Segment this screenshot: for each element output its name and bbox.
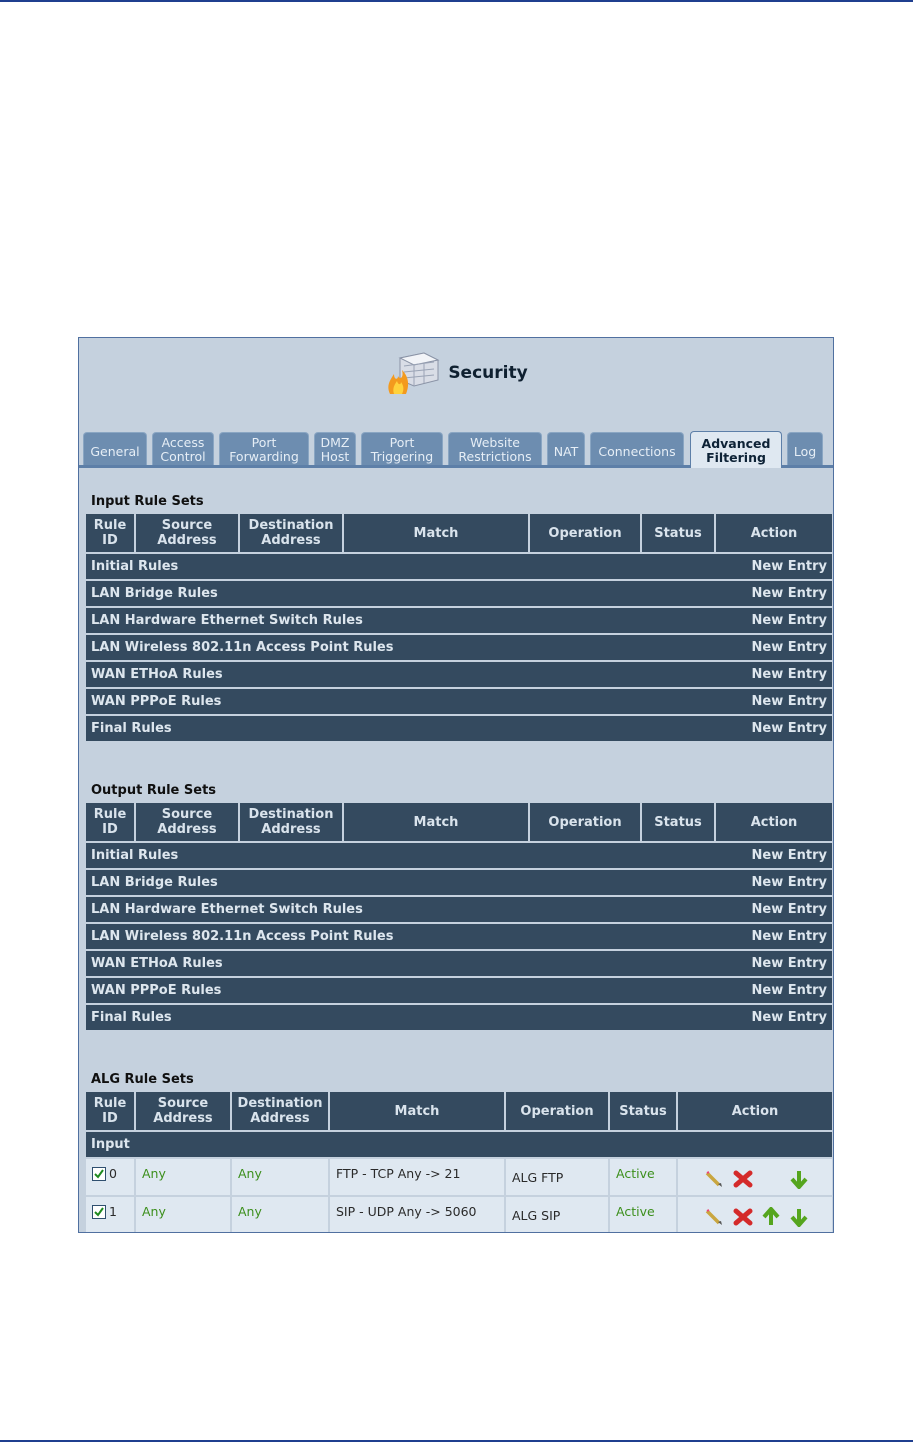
rule-id-cell [86,1197,136,1233]
new-entry-link[interactable]: New Entry [751,640,827,655]
bottom-rule-line [0,1440,913,1442]
checkmark-icon [93,1168,105,1180]
tab-nat[interactable] [547,432,585,465]
tab-bar [79,431,833,468]
table-row [86,1197,832,1233]
delete-icon[interactable] [732,1169,754,1189]
output-rule-sets-table [86,803,832,1032]
tab-label: Host [320,449,350,464]
rule-id: 1 [109,1204,117,1219]
col-rule-id: Rule ID [86,803,136,843]
new-entry-link[interactable]: New Entry [751,586,827,601]
new-entry-link[interactable]: New Entry [751,721,827,736]
col-destination-address: Destination Address [240,514,344,554]
operation-cell: ALG SIP [506,1197,610,1233]
tab-advanced-filtering[interactable] [690,431,782,468]
tab-label: Filtering [706,450,766,465]
col-match: Match [330,1092,506,1132]
move-down-icon[interactable] [788,1169,810,1189]
col-operation: Operation [530,514,642,554]
table-header-row [86,514,832,554]
rule-group-name: WAN ETHoA Rules [91,667,223,682]
input-rule-sets-table [86,514,832,743]
destination-cell: Any [232,1197,330,1233]
source-cell: Any [136,1159,232,1197]
move-up-icon[interactable] [760,1207,782,1227]
tab-label: Control [160,449,206,464]
tab-label: General [90,444,140,459]
page-title: Security [448,363,528,383]
input-rule-sets-title: Input Rule Sets [91,494,204,509]
firewall-icon [384,350,442,396]
status-cell: Active [610,1159,678,1197]
col-action: Action [678,1092,832,1132]
tab-label: Access [161,435,205,450]
col-action: Action [716,803,832,843]
new-entry-link[interactable]: New Entry [751,902,827,917]
new-entry-link[interactable]: New Entry [751,559,827,574]
edit-icon[interactable] [704,1207,726,1227]
col-match: Match [344,803,530,843]
tab-port-triggering[interactable] [361,432,443,465]
enable-checkbox[interactable] [92,1205,106,1219]
rule-group-row [86,554,832,581]
edit-icon[interactable] [704,1169,726,1189]
rule-group-name: WAN ETHoA Rules [91,956,223,971]
rule-group-name: LAN Bridge Rules [91,875,218,890]
new-entry-link[interactable]: New Entry [751,848,827,863]
status-cell: Active [610,1197,678,1233]
col-status: Status [642,803,716,843]
tab-port-forwarding[interactable] [219,432,309,465]
tab-website-restrictions[interactable] [448,432,542,465]
tab-label: Connections [598,444,676,459]
new-entry-link[interactable]: New Entry [751,929,827,944]
new-entry-link[interactable]: New Entry [751,613,827,628]
tab-label: Port [251,435,277,450]
tab-access-control[interactable] [152,432,214,465]
rule-group-row [86,870,832,897]
col-destination-address: Destination Address [240,803,344,843]
delete-icon[interactable] [732,1207,754,1227]
col-status: Status [610,1092,678,1132]
rule-group-name: WAN PPPoE Rules [91,983,222,998]
new-entry-link[interactable]: New Entry [751,694,827,709]
col-source-address: Source Address [136,803,240,843]
rule-group-row [86,951,832,978]
rule-group-row [86,581,832,608]
tab-label: Triggering [370,449,434,464]
new-entry-link[interactable]: New Entry [751,956,827,971]
alg-rule-sets-table [86,1092,832,1233]
tab-label: Website [470,435,520,450]
table-header-row [86,803,832,843]
tab-label: NAT [553,444,579,459]
rule-group-row [86,716,832,743]
rule-group-name: Input [91,1137,130,1152]
rule-group-row [86,978,832,1005]
col-match: Match [344,514,530,554]
output-rule-sets-title: Output Rule Sets [91,783,217,798]
tab-general[interactable] [83,432,147,465]
tab-connections[interactable] [590,432,684,465]
action-cell [678,1197,832,1233]
tab-label: Forwarding [229,449,299,464]
security-panel [78,337,834,1233]
col-status: Status [642,514,716,554]
table-header-row [86,1092,832,1132]
new-entry-link[interactable]: New Entry [751,875,827,890]
new-entry-link[interactable]: New Entry [751,667,827,682]
col-source-address: Source Address [136,1092,232,1132]
page-header [79,350,833,396]
col-operation: Operation [506,1092,610,1132]
rule-group-row [86,1005,832,1032]
tab-label: Port [389,435,415,450]
match-cell: FTP - TCP Any -> 21 [330,1159,506,1197]
source-cell: Any [136,1197,232,1233]
rule-id-cell [86,1159,136,1197]
col-operation: Operation [530,803,642,843]
table-row [86,1159,832,1197]
rule-group-name: WAN PPPoE Rules [91,694,222,709]
action-cell [678,1159,832,1197]
top-rule-line [0,0,913,2]
rule-group-name: LAN Wireless 802.11n Access Point Rules [91,929,394,944]
rule-group-row [86,608,832,635]
col-action: Action [716,514,832,554]
tab-log[interactable] [787,432,823,465]
new-entry-link[interactable]: New Entry [751,1010,827,1025]
rule-group-row [86,635,832,662]
rule-group-row [86,843,832,870]
tab-dmz-host[interactable] [314,432,356,465]
rule-group-row [86,662,832,689]
new-entry-link[interactable]: New Entry [751,983,827,998]
col-rule-id: Rule ID [86,1092,136,1132]
tab-label: Restrictions [458,449,532,464]
rule-group-name: LAN Hardware Ethernet Switch Rules [91,902,363,917]
col-source-address: Source Address [136,514,240,554]
destination-cell: Any [232,1159,330,1197]
tab-label: DMZ [320,435,350,450]
rule-group-name: Final Rules [91,1010,172,1025]
checkmark-icon [93,1206,105,1218]
rule-group-name: LAN Wireless 802.11n Access Point Rules [91,640,394,655]
rule-group-row [86,689,832,716]
alg-rule-sets-title: ALG Rule Sets [91,1072,194,1087]
rule-group-name: LAN Bridge Rules [91,586,218,601]
tab-label: Log [793,444,817,459]
rule-group-row [86,897,832,924]
rule-group-row [86,1132,832,1159]
tab-label: Advanced [701,436,771,451]
operation-cell: ALG FTP [506,1159,610,1197]
move-down-icon[interactable] [788,1207,810,1227]
rule-id: 0 [109,1166,117,1181]
rule-group-name: Initial Rules [91,848,179,863]
rule-group-name: Initial Rules [91,559,179,574]
col-rule-id: Rule ID [86,514,136,554]
rule-group-name: Final Rules [91,721,172,736]
match-cell: SIP - UDP Any -> 5060 [330,1197,506,1233]
col-destination-address: Destination Address [232,1092,330,1132]
enable-checkbox[interactable] [92,1167,106,1181]
rule-group-row [86,924,832,951]
rule-group-name: LAN Hardware Ethernet Switch Rules [91,613,363,628]
